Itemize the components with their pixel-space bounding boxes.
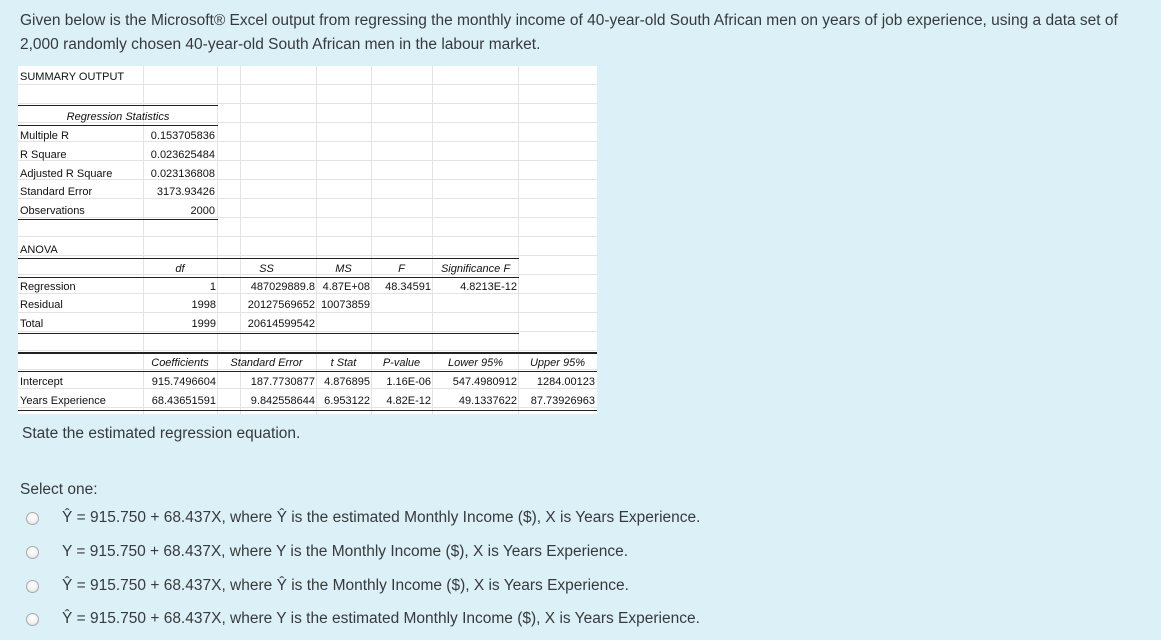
anova-cell: 1 — [209, 281, 216, 293]
coef-cell: 547.4980912 — [452, 376, 517, 388]
regstat-label: R Square — [20, 149, 67, 161]
anova-row-label: Residual — [20, 299, 63, 311]
regstat-label: Multiple R — [20, 130, 69, 142]
regstat-label: Adjusted R Square — [20, 168, 113, 180]
radio-button[interactable] — [26, 613, 39, 626]
anova-cell: 10073859 — [321, 299, 370, 311]
answer-option-text: Y = 915.750 + 68.437X, where Y is the Monthly Income ($), X is Years Experience. — [62, 543, 629, 560]
coef-header: Upper 95% — [529, 357, 586, 369]
coef-cell: 49.1337622 — [458, 395, 517, 407]
anova-row-label: Total — [20, 318, 44, 330]
anova-row-label: Regression — [20, 281, 76, 293]
anova-header-df: df — [175, 263, 185, 275]
answer-option-text: Ŷ = 915.750 + 68.437X, where Ŷ is the Monthly Income ($), X is Years Experience. — [62, 577, 629, 594]
radio-button[interactable] — [26, 512, 39, 525]
anova-title: ANOVA — [20, 244, 58, 256]
coef-header: Coefficients — [151, 357, 209, 369]
anova-cell: 4.87E+08 — [322, 281, 370, 293]
anova-header-ms: MS — [335, 263, 352, 275]
answer-option-1[interactable] — [26, 506, 700, 530]
coef-cell: 68.43651591 — [151, 395, 216, 407]
coef-cell: 6.953122 — [324, 395, 370, 407]
anova-cell: 48.34591 — [385, 281, 431, 293]
regstat-label: Standard Error — [20, 186, 93, 198]
regstat-label: Observations — [20, 205, 85, 217]
anova-cell: 4.8213E-12 — [460, 281, 517, 293]
answer-option-text: Ŷ = 915.750 + 68.437X, where Y is the estimated Monthly Income ($), X is Years Experience. — [62, 610, 700, 627]
coef-header: P-value — [382, 357, 421, 369]
regstat-value: 0.023136808 — [150, 168, 215, 180]
coef-cell: 87.73926963 — [530, 395, 595, 407]
anova-cell: 1999 — [191, 318, 216, 330]
coef-cell: 9.842558644 — [250, 395, 315, 407]
coef-cell: 4.82E-12 — [386, 395, 431, 407]
radio-button[interactable] — [26, 546, 39, 559]
summary-output-title: SUMMARY OUTPUT — [20, 71, 125, 83]
answer-option-3[interactable] — [26, 574, 629, 598]
anova-cell: 20127569652 — [247, 299, 315, 311]
anova-header-sig: Significance F — [440, 263, 511, 275]
coef-cell: 1.16E-06 — [386, 376, 431, 388]
anova-header-ss: SS — [259, 263, 274, 275]
regression-statistics-title: Regression Statistics — [66, 111, 170, 123]
anova-header-f: F — [398, 263, 405, 275]
regstat-value: 2000 — [190, 205, 215, 217]
answer-option-text: Ŷ = 915.750 + 68.437X, where Ŷ is the estimated Monthly Income ($), X is Years Experience. — [62, 509, 701, 526]
coef-header: t Stat — [330, 357, 357, 369]
radio-button[interactable] — [26, 580, 39, 593]
anova-cell: 1998 — [191, 299, 216, 311]
select-one-label: Select one: — [20, 481, 98, 498]
coef-cell: 187.7730877 — [250, 376, 315, 388]
coef-cell: 915.7496604 — [151, 376, 216, 388]
anova-cell: 20614599542 — [247, 318, 315, 330]
coef-header: Standard Error — [230, 357, 303, 369]
question-prompt: State the estimated regression equation. — [22, 425, 301, 442]
question-text: Given below is the Microsoft® Excel output from regressing the monthly income of 40-year-old South African men on years of job experience, using a data set of 2,000 randomly chosen 40-year-old South African men in the labour market. — [20, 12, 1118, 53]
coef-header: Lower 95% — [447, 357, 504, 369]
coef-cell: 4.876895 — [324, 376, 370, 388]
regstat-value: 3173.93426 — [156, 186, 215, 198]
excel-output-image — [18, 66, 597, 414]
coef-row-label: Years Experience — [20, 395, 106, 407]
answer-option-2[interactable] — [26, 540, 628, 564]
coef-cell: 1284.00123 — [536, 376, 595, 388]
regstat-value: 0.153705836 — [150, 130, 215, 142]
coef-row-label: Intercept — [20, 376, 63, 388]
regstat-value: 0.023625484 — [150, 149, 215, 161]
anova-cell: 487029889.8 — [250, 281, 315, 293]
answer-option-4[interactable] — [26, 607, 700, 631]
